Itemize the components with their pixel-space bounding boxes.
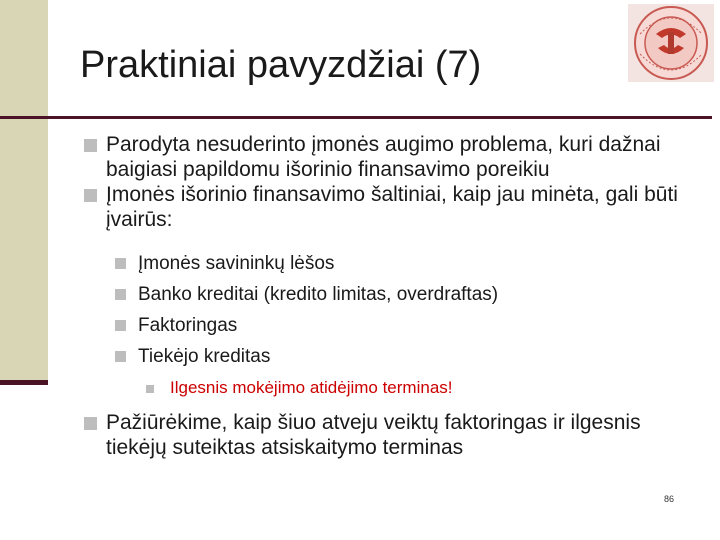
sub-bullet-text: Tiekėjo kreditas: [138, 346, 271, 367]
bullet-item: [84, 182, 684, 232]
sub-bullet-item: [84, 279, 684, 310]
bullet-item: [84, 410, 684, 460]
sub-bullet-item: [84, 341, 684, 372]
side-decor-edge: [0, 380, 48, 385]
sub-bullet-item: [84, 248, 684, 279]
side-decor-band: [0, 0, 48, 384]
sub-bullet-text: Įmonės savininkų lėšos: [138, 253, 335, 274]
title-divider: [0, 116, 712, 119]
bullet-text: Pažiūrėkime, kaip šiuo atveju veiktų faktoringas ir ilgesnis tiekėjų suteiktas atsiskaitymo terminas: [106, 411, 641, 459]
square-bullet-icon: [146, 385, 154, 393]
square-bullet-icon: [84, 417, 97, 430]
slide-title: Praktiniai pavyzdžiai (7): [80, 44, 482, 86]
sub-bullet-item: [84, 310, 684, 341]
bullet-item: [84, 132, 684, 182]
square-bullet-icon: [115, 258, 126, 269]
square-bullet-icon: [115, 320, 126, 331]
sub-bullet-text: Banko kreditai (kredito limitas, overdraftas): [138, 284, 499, 305]
page-number: 86: [664, 494, 675, 504]
sub-bullet-text: Faktoringas: [138, 315, 238, 336]
bullet-text: Įmonės išorinio finansavimo šaltiniai, kaip jau minėta, gali būti įvairūs:: [106, 183, 678, 231]
square-bullet-icon: [84, 139, 97, 152]
square-bullet-icon: [115, 351, 126, 362]
university-seal-icon: [628, 4, 714, 82]
square-bullet-icon: [84, 189, 97, 202]
slide-content: [84, 132, 684, 460]
bullet-text: Parodyta nesuderinto įmonės augimo problema, kuri dažnai baigiasi papildomu išorinio finansavimo poreikiu: [106, 133, 661, 181]
square-bullet-icon: [115, 289, 126, 300]
sub-sub-bullet-text: Ilgesnis mokėjimo atidėjimo terminas!: [170, 378, 453, 397]
sub-sub-bullet-item: [84, 372, 684, 404]
